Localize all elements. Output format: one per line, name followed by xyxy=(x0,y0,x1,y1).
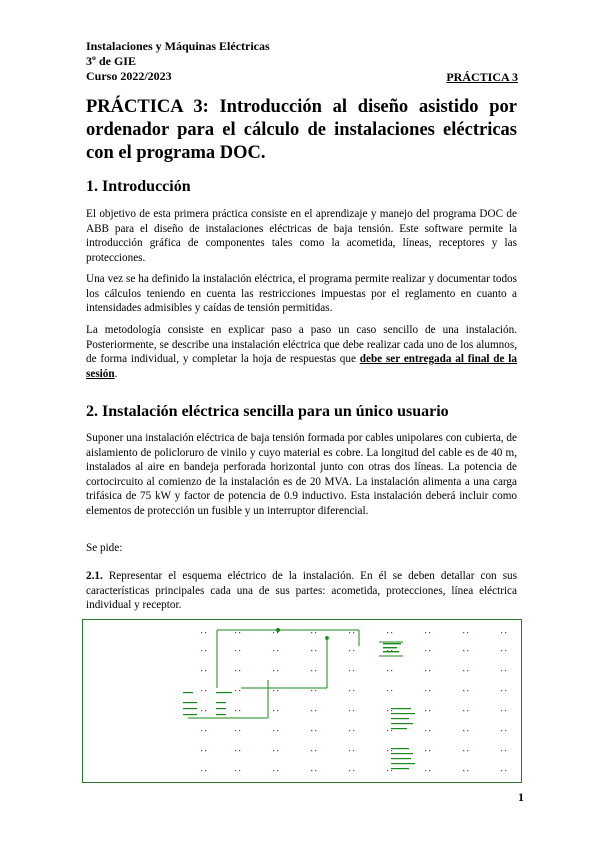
grid-dot xyxy=(349,650,350,651)
grid-dot xyxy=(239,632,240,633)
grid-dot xyxy=(501,690,502,691)
grid-dot xyxy=(463,770,464,771)
grid-dot xyxy=(277,710,278,711)
grid-dot xyxy=(277,670,278,671)
page-title: PRÁCTICA 3: Introducción al diseño asistido por ordenador para el cálculo de instalaciones eléctricas con el programa DOC. xyxy=(86,97,517,163)
grid-dot xyxy=(311,650,312,651)
schematic-drawing xyxy=(83,620,521,782)
grid-dot xyxy=(201,632,202,633)
grid-dot xyxy=(277,690,278,691)
grid-dot xyxy=(273,670,274,671)
grid-dot xyxy=(501,750,502,751)
grid-dot xyxy=(463,730,464,731)
grid-dot xyxy=(505,710,506,711)
grid-dot xyxy=(467,690,468,691)
grid-dot xyxy=(353,632,354,633)
grid-dot xyxy=(311,730,312,731)
grid-dot xyxy=(205,750,206,751)
grid-dot xyxy=(429,632,430,633)
grid-dot xyxy=(235,632,236,633)
grid-dot xyxy=(201,730,202,731)
grid-dot xyxy=(463,670,464,671)
grid-dot xyxy=(273,770,274,771)
grid-dot xyxy=(353,670,354,671)
grid-dot xyxy=(201,650,202,651)
grid-dot xyxy=(239,690,240,691)
grid-dot xyxy=(391,730,392,731)
grid-dot xyxy=(349,750,350,751)
grid-dot xyxy=(501,632,502,633)
grid-dot xyxy=(235,730,236,731)
grid-dots xyxy=(201,632,506,771)
section1-paragraph-1: El objetivo de esta primera práctica consiste en el aprendizaje y manejo del programa DOC de ABB para el diseño de instalaciones eléctricas de baja tensión. Este software permite la introducción gráfica de componentes tales como la acometida, líneas, receptores y las protecciones. xyxy=(86,208,517,264)
grid-dot xyxy=(273,650,274,651)
grid-dot xyxy=(463,632,464,633)
grid-dot xyxy=(311,710,312,711)
grid-dot xyxy=(425,632,426,633)
grid-dot xyxy=(277,650,278,651)
grid-dot xyxy=(387,710,388,711)
grid-dot xyxy=(391,670,392,671)
grid-dot xyxy=(387,750,388,751)
grid-dot xyxy=(505,650,506,651)
page-number: 1 xyxy=(518,790,524,804)
section1-paragraph-3 xyxy=(86,323,517,381)
grid-dot xyxy=(353,770,354,771)
grid-dot xyxy=(239,730,240,731)
schematic-figure xyxy=(82,619,522,783)
grid-dot xyxy=(501,770,502,771)
grid-dot xyxy=(349,710,350,711)
grid-dot xyxy=(429,730,430,731)
section2-paragraph-2: Se pide: xyxy=(86,542,123,554)
paragraph-3-text: La metodología consiste en explicar paso a paso un caso sencillo de una instalación. Posteriormente, se describe una instalación eléctrica que debe realizar cada uno de los alumnos, de forma individual, y completar la hoja de respuestas que xyxy=(86,324,517,366)
grid-dot xyxy=(353,750,354,751)
grid-dot xyxy=(315,750,316,751)
grid-dot xyxy=(467,750,468,751)
grid-dot xyxy=(315,770,316,771)
grid-dot xyxy=(467,632,468,633)
grid-dot xyxy=(463,650,464,651)
grid-dot xyxy=(205,670,206,671)
grid-dot xyxy=(463,690,464,691)
grid-dot xyxy=(505,632,506,633)
grid-dot xyxy=(239,670,240,671)
grid-dot xyxy=(205,710,206,711)
grid-dot xyxy=(425,670,426,671)
grid-dot xyxy=(429,750,430,751)
grid-dot xyxy=(201,710,202,711)
grid-dot xyxy=(467,650,468,651)
grid-dot xyxy=(425,690,426,691)
grid-dot xyxy=(463,710,464,711)
grid-dot xyxy=(201,670,202,671)
grid-dot xyxy=(315,730,316,731)
grid-dot xyxy=(391,750,392,751)
section2-heading: 2. Instalación eléctrica sencilla para un único usuario xyxy=(86,403,449,420)
grid-dot xyxy=(353,650,354,651)
grid-dot xyxy=(391,690,392,691)
schematic-wiring xyxy=(188,628,403,718)
grid-dot xyxy=(349,632,350,633)
grid-dot xyxy=(311,770,312,771)
section2-item-2-1 xyxy=(86,569,517,613)
grid-dot xyxy=(315,650,316,651)
grid-dot xyxy=(429,770,430,771)
grid-dot xyxy=(467,670,468,671)
grid-dot xyxy=(205,690,206,691)
grid-dot xyxy=(315,710,316,711)
grid-dot xyxy=(387,690,388,691)
paragraph-3-emphasis: debe ser entregada al final de la sesión xyxy=(86,353,517,380)
section1-heading: 1. Introducción xyxy=(86,178,191,195)
grid-dot xyxy=(391,632,392,633)
grid-dot xyxy=(277,632,278,633)
grid-dot xyxy=(425,730,426,731)
item-text: Representar el esquema eléctrico de la instalación. En él se deben detallar con sus características principales cada una de sus partes: acometida, protecciones, línea eléctrica individual y receptor. xyxy=(86,570,517,612)
header-term: Curso 2022/2023 xyxy=(86,69,172,83)
grid-dot xyxy=(235,710,236,711)
grid-dot xyxy=(205,730,206,731)
grid-dot xyxy=(239,770,240,771)
grid-dot xyxy=(235,650,236,651)
grid-dot xyxy=(501,730,502,731)
grid-dot xyxy=(205,632,206,633)
grid-dot xyxy=(463,750,464,751)
grid-dot xyxy=(425,710,426,711)
grid-dot xyxy=(273,750,274,751)
grid-dot xyxy=(387,730,388,731)
schematic-labels xyxy=(183,643,415,769)
grid-dot xyxy=(429,690,430,691)
grid-dot xyxy=(391,770,392,771)
header-year: 3º de GIE xyxy=(86,54,136,68)
grid-dot xyxy=(349,730,350,731)
grid-dot xyxy=(501,710,502,711)
grid-dot xyxy=(273,710,274,711)
grid-dot xyxy=(315,670,316,671)
grid-dot xyxy=(235,770,236,771)
grid-dot xyxy=(353,710,354,711)
grid-dot xyxy=(387,670,388,671)
grid-dot xyxy=(429,650,430,651)
grid-dot xyxy=(387,632,388,633)
grid-dot xyxy=(311,632,312,633)
grid-dot xyxy=(349,770,350,771)
grid-dot xyxy=(429,670,430,671)
grid-dot xyxy=(505,730,506,731)
grid-dot xyxy=(239,650,240,651)
grid-dot xyxy=(429,710,430,711)
grid-dot xyxy=(201,770,202,771)
grid-dot xyxy=(311,690,312,691)
grid-dot xyxy=(505,770,506,771)
grid-dot xyxy=(277,750,278,751)
grid-dot xyxy=(505,670,506,671)
grid-dot xyxy=(425,770,426,771)
section1-paragraph-2: Una vez se ha definido la instalación eléctrica, el programa permite realizar y documentar todos los cálculos teniendo en cuenta las restricciones impuestas por el reglamento en cuanto a intensidades admisibles y caídas de tensión permitidas. xyxy=(86,273,517,315)
grid-dot xyxy=(205,770,206,771)
grid-dot xyxy=(353,730,354,731)
grid-dot xyxy=(239,710,240,711)
item-number: 2.1. xyxy=(86,570,103,582)
grid-dot xyxy=(353,690,354,691)
grid-dot xyxy=(311,750,312,751)
grid-dot xyxy=(273,730,274,731)
grid-dot xyxy=(505,750,506,751)
grid-dot xyxy=(425,650,426,651)
grid-dot xyxy=(501,670,502,671)
grid-dot xyxy=(201,690,202,691)
grid-dot xyxy=(239,750,240,751)
grid-dot xyxy=(387,770,388,771)
header-practice-tag: PRÁCTICA 3 xyxy=(446,70,518,84)
grid-dot xyxy=(201,750,202,751)
grid-dot xyxy=(501,650,502,651)
grid-dot xyxy=(315,632,316,633)
grid-dot xyxy=(425,750,426,751)
grid-dot xyxy=(277,770,278,771)
grid-dot xyxy=(277,730,278,731)
grid-dot xyxy=(349,670,350,671)
grid-dot xyxy=(505,690,506,691)
grid-dot xyxy=(235,670,236,671)
grid-dot xyxy=(273,632,274,633)
grid-dot xyxy=(235,690,236,691)
grid-dot xyxy=(311,670,312,671)
grid-dot xyxy=(467,770,468,771)
grid-dot xyxy=(273,690,274,691)
grid-dot xyxy=(467,710,468,711)
grid-dot xyxy=(349,690,350,691)
grid-dot xyxy=(391,710,392,711)
section2-paragraph-1: Suponer una instalación eléctrica de baja tensión formada por cables unipolares con cubierta, de aislamiento de policloruro de vinilo y cuyo material es cobre. La longitud del cable es de 40 m, instalados al aire en bandeja perforada horizontal junto con otras dos líneas. La potencia de cortocircuito al comienzo de la instalación es de 20 MVA. La instalación alimenta a una carga trifásica de 75 kW y factor de potencia de 0.9 inductivo. Esta instalación deberá incluir como elementos de protección un fusible y un interruptor diferencial. xyxy=(86,432,517,517)
grid-dot xyxy=(467,730,468,731)
grid-dot xyxy=(315,690,316,691)
paragraph-3-end: . xyxy=(114,367,118,380)
grid-dot xyxy=(205,650,206,651)
grid-dot xyxy=(235,750,236,751)
header-course: Instalaciones y Máquinas Eléctricas xyxy=(86,39,270,53)
